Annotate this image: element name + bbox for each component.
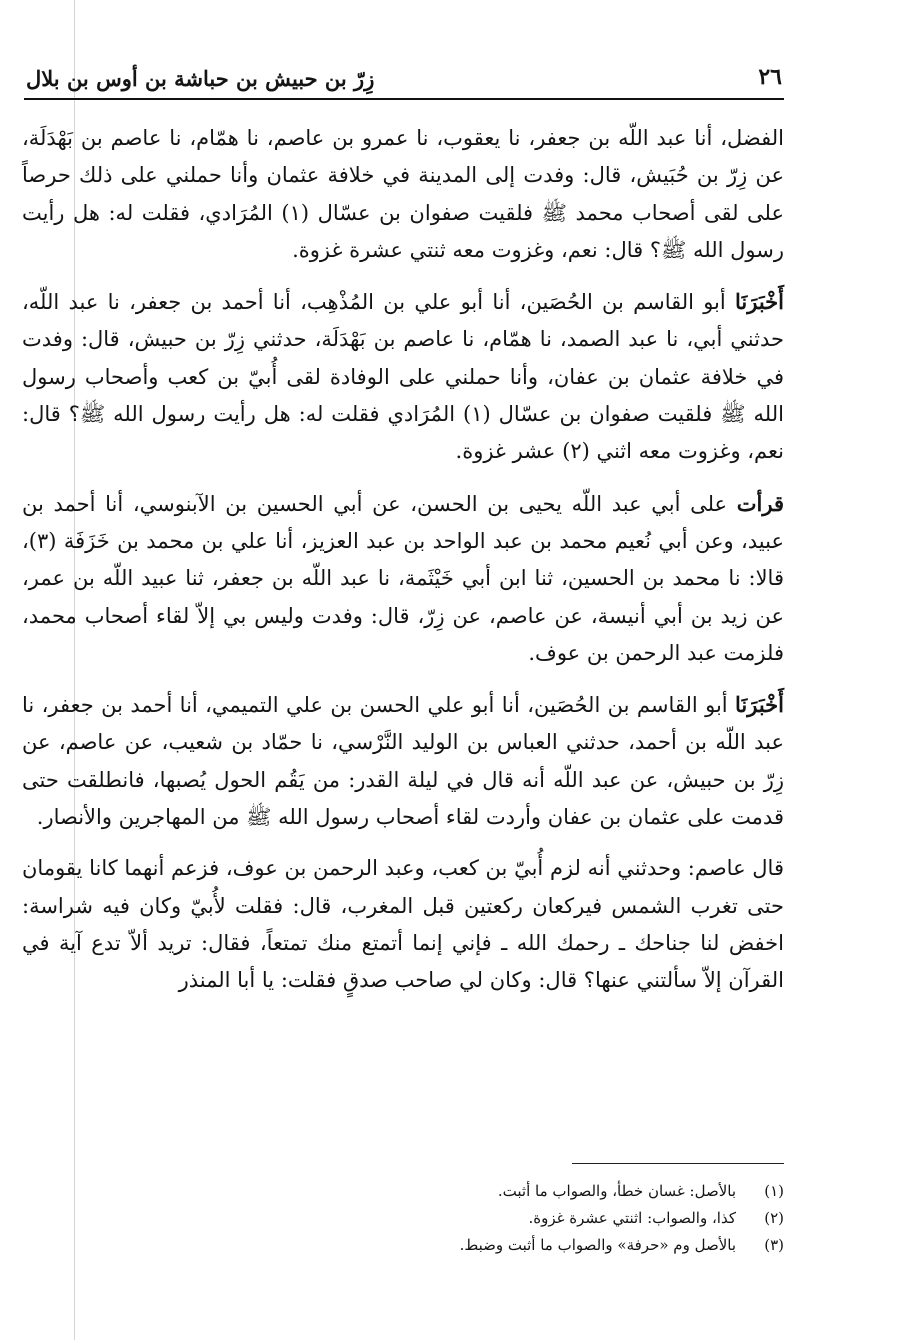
running-title: زِرّ بن حبيش بن حباشة بن أوس بن بلال	[26, 66, 375, 91]
footnote-separator	[572, 1163, 784, 1164]
footnote-marker: (٣)	[764, 1236, 784, 1254]
footnote-marker: (٢)	[764, 1209, 784, 1227]
paragraph-text: قال عاصم: وحدثني أنه لزم أُبيّ بن كعب، وعبد الرحمن بن عوف، فزعم أنهما كانا يقومان حتى تغرب الشمس فيركعان ركعتين قبل المغرب، قال: فقلت لأُبيّ وكان فيه شراسة: اخفض لنا جناحك ـ رحمك الله ـ فإني إنما أتمتع منك تمتعاً، فقال: تريد ألاّ تدع آية في القرآن إلاّ سألتني عنها؟ قال: وكان لي صاحب صدقٍ فقلت: يا أبا المنذر	[22, 856, 784, 993]
footnote	[300, 1205, 784, 1232]
paragraph-lead-word: قرأت	[736, 490, 784, 516]
paragraph	[22, 120, 784, 269]
paragraph-lead-word: أَخْبَرَنَا	[735, 692, 784, 718]
footnote	[300, 1178, 784, 1205]
footnote-text: بالأصل: غسان خطأ، والصواب ما أثبت.	[497, 1182, 736, 1200]
page-header	[24, 60, 784, 100]
paragraph	[22, 283, 784, 470]
footnote	[300, 1232, 784, 1259]
footnotes	[300, 1178, 784, 1259]
paragraph-text: على أبي عبد اللّه يحيى بن الحسن، عن أبي الحسين بن الآبنوسي، أنا أحمد بن عبيد، وعن أبي نُعيم محمد بن عبد الواحد بن عبد العزيز، أنا علي بن محمد بن خَزَفَة (٣)، قالا: نا محمد بن الحسين، ثنا ابن أبي خَيْثَمة، نا عبد اللّه بن جعفر، ثنا عبيد اللّه بن عمر، عن زيد بن أبي أنيسة، عن عاصم، عن زِرّ، قال: وفدت وليس بي إلاّ لقاء أصحاب محمد، فلزمت عبد الرحمن بن عوف.	[22, 491, 784, 665]
paragraph	[22, 850, 784, 999]
paragraph-lead-word: أَخْبَرَنَا	[735, 289, 784, 315]
footnote-text: بالأصل وم «حرفة» والصواب ما أثبت وضبط.	[459, 1236, 736, 1254]
paragraph	[22, 686, 784, 836]
paragraph-text: أبو القاسم بن الحُصَين، أنا أبو علي بن المُذْهِب، أنا أحمد بن جعفر، نا عبد اللّه، حدثني أبي، نا عبد الصمد، نا همّام، نا عاصم بن بَهْدَلَة، حدثني زِرّ بن حبيش، قال: وفدت في خلافة عثمان بن عفان، وأنا حملني على الوفادة لقى أُبيّ بن كعب وأصحاب رسول الله ﷺ فلقيت صفوان بن عسّال (١) المُرَادي فقلت له: هل رأيت رسول الله ﷺ؟ قال: نعم، وغزوت معه اثني (٢) عشر غزوة.	[22, 290, 784, 464]
main-text	[22, 120, 784, 1014]
paragraph-text: الفضل، أنا عبد اللّه بن جعفر، نا يعقوب، نا عمرو بن عاصم، نا همّام، نا عاصم بن بَهْدَلَة، عن زِرّ بن حُبَيش، قال: وفدت إلى المدينة في خلافة عثمان وأنا حملني على ذلك حرصاً على لقى أصحاب محمد ﷺ فلقيت صفوان بن عسّال (١) المُرَادي، فقلت له: هل رأيت رسول الله ﷺ؟ قال: نعم، وغزوت معه ثنتي عشرة غزوة.	[22, 126, 784, 262]
page-number: ٢٦	[758, 64, 782, 90]
footnote-text: كذا، والصواب: اثنتي عشرة غزوة.	[528, 1209, 736, 1227]
footnote-marker: (١)	[764, 1182, 784, 1200]
paragraph-text: أبو القاسم بن الحُصَين، أنا أبو علي الحسن بن علي التميمي، أنا أحمد بن جعفر، نا عبد اللّه بن أحمد، حدثني العباس بن الوليد النَّرْسي، نا حمّاد بن شعيب، عن عاصم، عن زِرّ بن حبيش، عن عبد اللّه أنه قال في ليلة القدر: من يَقُم الحول يُصبها، فانطلقت حتى قدمت على عثمان بن عفان وأردت لقاء أصحاب رسول الله ﷺ من المهاجرين والأنصار.	[22, 693, 784, 830]
paragraph	[22, 485, 784, 672]
